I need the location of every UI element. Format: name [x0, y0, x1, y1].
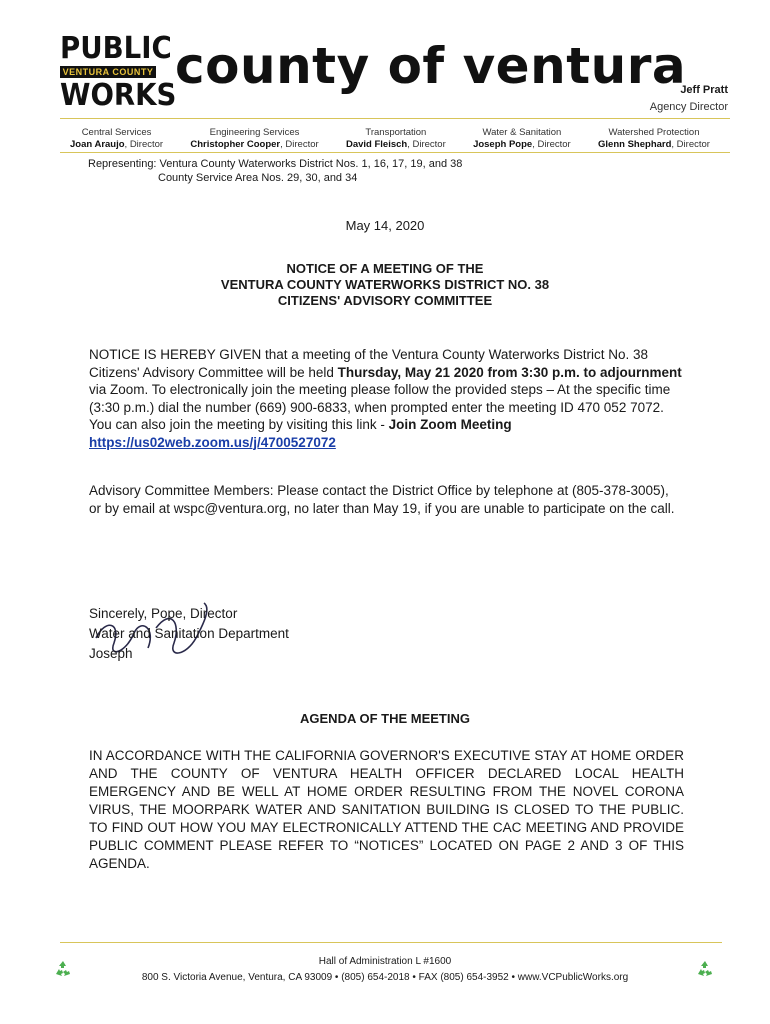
agenda-title: AGENDA OF THE MEETING	[300, 711, 470, 726]
logo-public-text: PUBLIC	[60, 31, 172, 66]
division-watershed-protection	[598, 127, 710, 151]
division-person: Joseph Pope	[473, 139, 533, 150]
division-person: Christopher Cooper	[190, 139, 281, 150]
division-water-sanitation	[473, 127, 571, 151]
divisions-row	[70, 127, 710, 151]
zoom-meeting-link[interactable]: https://us02web.zoom.us/j/4700527072	[89, 434, 336, 450]
agenda-body: IN ACCORDANCE WITH THE CALIFORNIA GOVERNOR'S EXECUTIVE STAY AT HOME ORDER AND THE COUNTY OF VENTURA HEALTH OFFICER DECLARED LOCAL HEALTH EMERGENCY AND BE WELL AT HOME ORDER RESULTING FROM THE NOVEL CORONA VIRUS, THE MOORPARK WATER AND SANITATION BUILDING IS CLOSED TO THE PUBLIC. TO FIND OUT HOW YOU MAY ELECTRONICALLY ATTEND THE CAC MEETING AND PROVIDE PUBLIC COMMENT PLEASE REFER TO “NOTICES” LOCATED ON PAGE 2 AND 3 OF THIS AGENDA.	[89, 748, 684, 871]
letter-date: May 14, 2020	[345, 218, 425, 233]
notice-text-c: via Zoom. To electronically join the meeting please follow the provided steps – At the specific time (3:30 p.m.) dial the number (669) 900-6833, when prompted enter the meeting ID 470 052 7072. You can also join the meeting by visiting this link -	[89, 382, 671, 432]
footer-divider	[60, 942, 722, 943]
footer-address-line1: Hall of Administration L #1600	[318, 956, 452, 967]
join-zoom-label: Join Zoom Meeting	[388, 417, 512, 432]
footer-address-line2: 800 S. Victoria Avenue, Ventura, CA 93009 • (805) 654-2018 • FAX (805) 654-3952 • www.VCPublicWorks.org	[141, 972, 629, 983]
representing-line2: County Service Area Nos. 29, 30, and 34	[158, 172, 358, 184]
division-role: , Director	[124, 139, 164, 150]
notice-title	[0, 261, 770, 309]
division-role: , Director	[407, 139, 446, 150]
agency-director-name: Jeff Pratt	[680, 84, 728, 96]
division-role: , Director	[280, 139, 319, 150]
divisions-divider	[60, 152, 730, 153]
logo-band-text: VENTURA COUNTY	[60, 66, 156, 78]
brand-title: county of ventura	[175, 37, 687, 95]
representing-line1: Representing: Ventura County Waterworks District Nos. 1, 16, 17, 19, and 38	[88, 158, 463, 170]
division-person: David Fleisch	[345, 139, 408, 150]
advisory-members-paragraph: Advisory Committee Members: Please contact the District Office by telephone at (805-378-3005), or by email at wspc@ventura.org, no later than May 19, if you are unable to participate on the call.	[89, 483, 675, 516]
division-person: Joan Araujo	[70, 139, 125, 150]
division-name: Transportation	[365, 127, 427, 138]
division-name: Central Services	[81, 127, 152, 138]
notice-paragraph	[89, 346, 684, 451]
division-name: Water & Sanitation	[482, 127, 562, 138]
notice-title-line2: VENTURA COUNTY WATERWORKS DISTRICT NO. 38	[220, 277, 550, 292]
signature-line3: Joseph	[89, 646, 133, 661]
signature-line2: Water and Sanitation Department	[89, 626, 289, 641]
header-divider	[60, 118, 730, 119]
public-works-logo	[60, 31, 177, 113]
notice-title-line1: NOTICE OF A MEETING OF THE	[286, 261, 484, 276]
division-person: Glenn Shephard	[598, 139, 672, 150]
logo-works-text: WORKS	[60, 78, 177, 113]
signature-line1: Sincerely, Pope, Director	[89, 606, 238, 621]
notice-title-line3: CITIZENS' ADVISORY COMMITTEE	[277, 293, 493, 308]
notice-text-a: NOTICE IS HEREBY GIVEN that a meeting of the Ventura County Waterworks District No. 38 Citizens' Advisory Committee will be held	[89, 347, 648, 380]
division-name: Engineering Services	[209, 127, 300, 138]
division-role: , Director	[671, 139, 710, 150]
division-role: , Director	[532, 139, 571, 150]
division-name: Watershed Protection	[608, 127, 700, 138]
agency-director-title: Agency Director	[649, 101, 728, 113]
division-central-services	[70, 127, 163, 151]
division-engineering-services	[190, 127, 318, 151]
division-transportation	[346, 127, 446, 151]
representing-block	[88, 157, 462, 185]
signature-block	[89, 604, 289, 664]
meeting-datetime: Thursday, May 21 2020 from 3:30 p.m. to adjournment	[337, 364, 682, 380]
